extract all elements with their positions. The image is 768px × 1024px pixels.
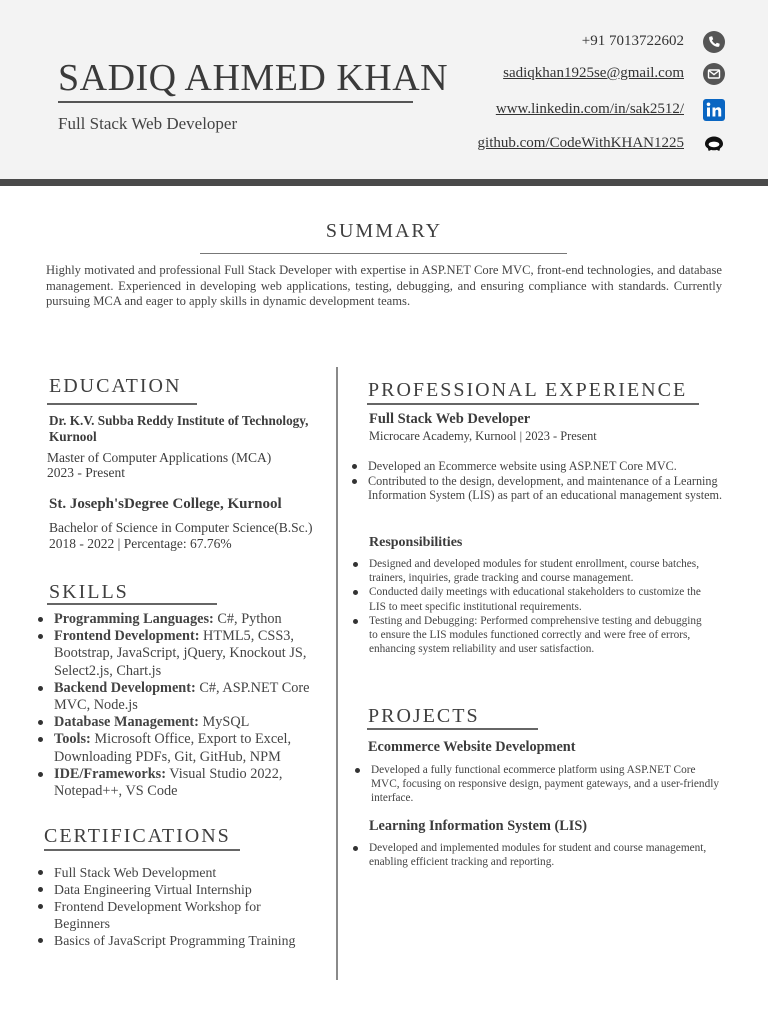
skills-title: SKILLS (49, 581, 129, 603)
skill-value: Visual Studio 2022, Notepad++, VS Code (54, 765, 283, 800)
skill-label: Frontend Development: (54, 628, 200, 645)
summary-text: Highly motivated and professional Full Stack Developer with expertise in ASP.NET Core MVC, front-end technologies, and database management. Experienced in developing web applications, testing, debugging, and ensuring compliance with standards. Currently pursuing MCA and eager to apply skills in dynamic development teams. (46, 263, 722, 309)
github-icon (703, 133, 725, 155)
linkedin-icon (703, 99, 725, 121)
certifications-list (36, 864, 316, 949)
phone-number[interactable]: +91 7013722602 (581, 33, 684, 49)
education-dates: 2023 - Present (47, 465, 125, 480)
projects-title: PROJECTS (368, 705, 480, 727)
education-institution: Dr. K.V. Subba Reddy Institute of Technology, (49, 413, 309, 428)
github-link[interactable]: github.com/CodeWithKHAN1225 (477, 135, 684, 151)
education-dates: 2018 - 2022 | Percentage: 67.76% (49, 536, 232, 551)
certification-item: Frontend Development Workshop for Beginners (36, 898, 316, 932)
skill-label: IDE/Frameworks: (54, 765, 166, 782)
phone-icon (703, 31, 725, 53)
education-institution: St. Joseph'sDegree College, Kurnool (49, 496, 282, 512)
experience-bullets (350, 459, 722, 503)
skill-value: MySQL (198, 714, 250, 731)
skill-label: Programming Languages: (54, 611, 214, 627)
email-icon (703, 63, 725, 85)
responsibilities-list (351, 557, 711, 656)
candidate-name: SADIQ AHMED KHAN (58, 57, 449, 99)
skills-underline (47, 603, 217, 605)
candidate-role: Full Stack Web Developer (58, 114, 238, 133)
certification-item: Data Engineering Virtual Internship (36, 881, 316, 898)
skill-item (36, 766, 326, 800)
skills-list (36, 611, 326, 800)
project-name: Ecommerce Website Development (368, 739, 576, 755)
summary-underline (200, 253, 567, 254)
skill-item (36, 628, 326, 680)
education-institution-city: Kurnool (49, 429, 97, 444)
skill-value: Microsoft Office, Export to Excel, Downloading PDFs, Git, GitHub, NPM (54, 731, 292, 765)
summary-title: SUMMARY (325, 220, 443, 242)
linkedin-link[interactable]: www.linkedin.com/in/sak2512/ (495, 101, 684, 117)
skill-item (36, 611, 326, 628)
skill-label: Database Management: (54, 714, 199, 731)
job-company: Microcare Academy, Kurnool | 2023 - Present (369, 429, 597, 443)
email-link[interactable]: sadiqkhan1925se@gmail.com (503, 65, 684, 81)
certification-item: Full Stack Web Development (36, 864, 316, 881)
education-title: EDUCATION (49, 375, 182, 397)
experience-underline (367, 403, 699, 405)
certifications-title: CERTIFICATIONS (44, 825, 231, 847)
skill-value: C#, Python (213, 611, 282, 627)
skill-item (36, 714, 326, 731)
education-degree: Bachelor of Science in Computer Science(B.Sc.) (49, 520, 313, 535)
skill-label: Tools: (54, 731, 91, 748)
experience-bullet: Developed an Ecommerce website using ASP.NET Core MVC. (350, 459, 722, 474)
education-underline (47, 403, 197, 405)
job-title: Full Stack Web Developer (369, 411, 531, 427)
name-underline (58, 101, 413, 103)
certification-item: Basics of JavaScript Programming Training (36, 932, 316, 949)
education-degree: Master of Computer Applications (MCA) (47, 450, 272, 465)
header-divider-bar (0, 179, 768, 186)
project-description: Developed and implemented modules for student and course management, enabling efficient tracking and reporting. (351, 841, 719, 869)
column-divider (336, 367, 338, 980)
responsibility-item: Testing and Debugging: Performed comprehensive testing and debugging to ensure the LIS modules functioned correctly and were free of errors, enhancing system reliability and user satisfaction. (351, 614, 711, 657)
responsibility-item: Conducted daily meetings with educational stakeholders to customize the LIS to meet specific institutional requirements. (351, 585, 711, 613)
skill-value: C#, ASP.NET Core MVC, Node.js (54, 679, 310, 714)
skill-item (36, 680, 326, 714)
experience-bullet: Contributed to the design, development, and maintenance of a Learning Information System (LIS) as part of an educational management system. (350, 474, 722, 503)
responsibilities-title: Responsibilities (369, 535, 463, 550)
responsibility-item: Designed and developed modules for student enrollment, course batches, trainers, inquiries, grade tracking and course management. (351, 557, 711, 585)
project-description-list (353, 763, 719, 806)
projects-underline (367, 728, 538, 730)
skill-value: HTML5, CSS3, Bootstrap, JavaScript, jQuery, Knockout JS, Select2.js, Chart.js (54, 628, 307, 679)
experience-title: PROFESSIONAL EXPERIENCE (368, 379, 688, 401)
certifications-underline (44, 849, 240, 851)
project-description: Developed a fully functional ecommerce platform using ASP.NET Core MVC, focusing on responsive design, payment gateways, and a user-friendly interface. (353, 763, 719, 806)
project-description-list (351, 841, 719, 869)
skill-item (36, 731, 326, 765)
project-name: Learning Information System (LIS) (369, 818, 588, 834)
skill-label: Backend Development: (54, 679, 196, 696)
